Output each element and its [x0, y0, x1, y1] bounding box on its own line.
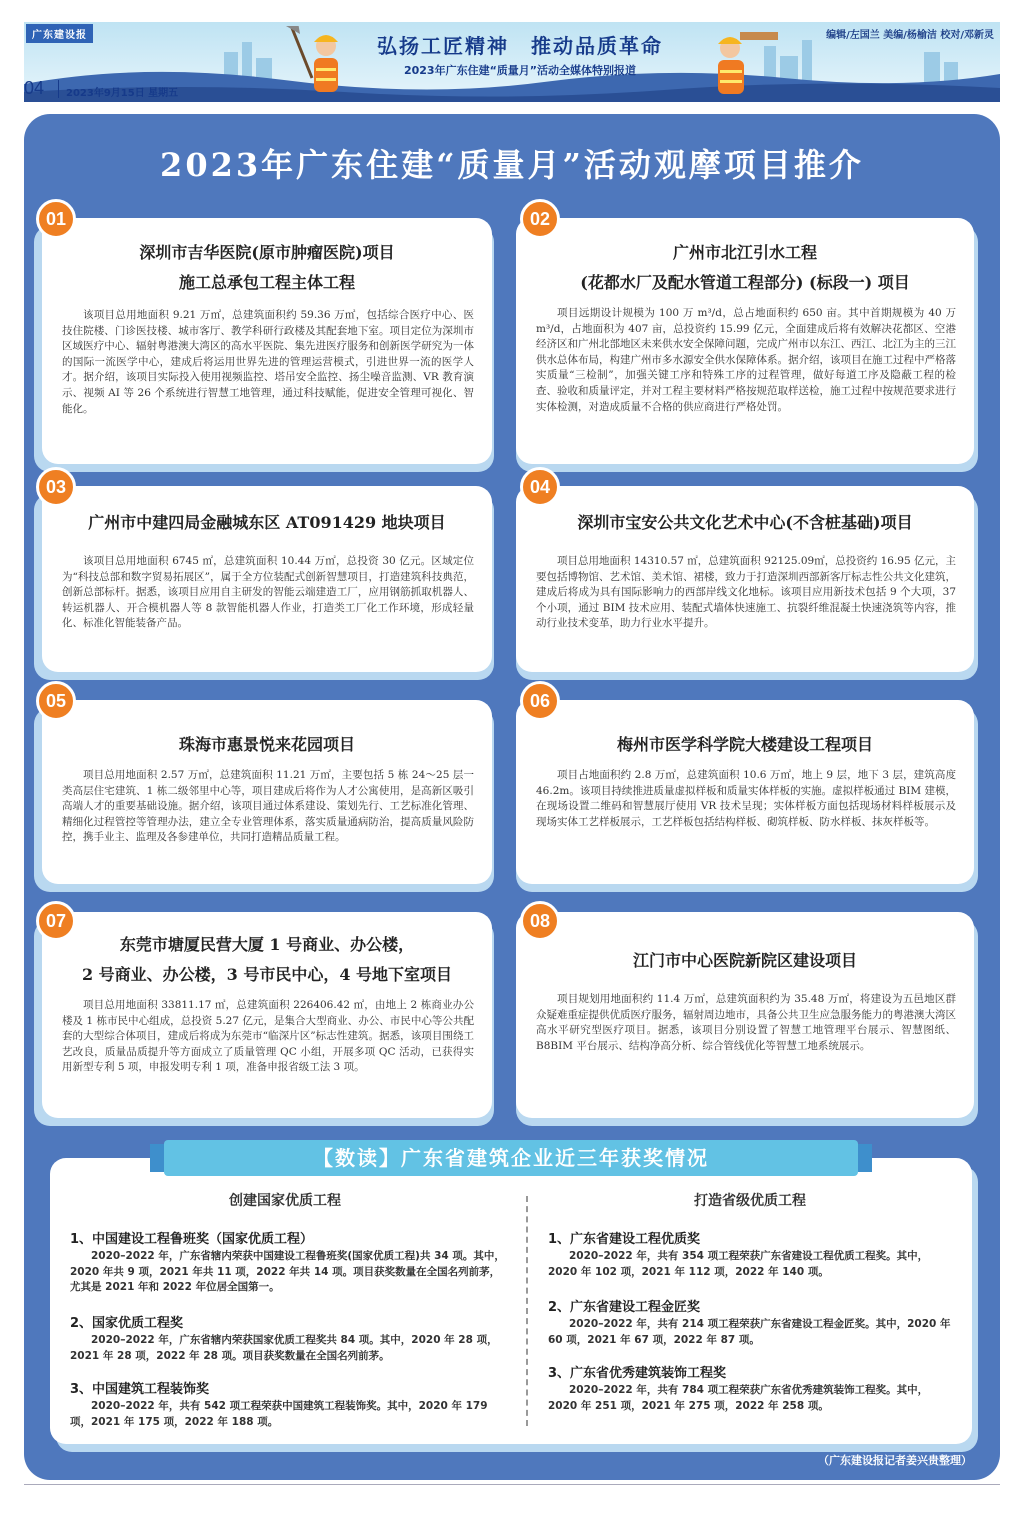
- project-card-08: [516, 912, 974, 1118]
- page-number-divider: [58, 80, 59, 98]
- project-body: 项目远期设计规模为 100 万 m³/d，总占地面积约 650 亩。其中首期规模为 40 万 m³/d，占地面积为 407 亩，总投资约 15.99 亿元，全面建成后将有效解决花都区、空港经济区和广州北部地区未来供水安全保障问题，完成广州市以东江、西江、北江为主的三江供水总体布局，构建广州市多水源安全供水保障体系。据介绍，该项目在施工过程中严格落实质量“三检制”，加强关键工序和特殊工序的过程管理，做好每道工序及隐蔽工程的检查、验收和质量评定，并对工程主要材料严格按规范取样送检，施工过程中按规范要求进行实体检测，对造成质量不合格的供应商进行严格处罚。: [536, 307, 956, 413]
- project-body: 项目占地面积约 2.8 万㎡，总建筑面积 10.6 万㎡，地上 9 层，地下 3 层，建筑高度 46.2m。该项目持续推进质量虚拟样板和质量实体样板的实施。虚拟样板通过 BIM 建模，在现场设置二维码和智慧展厅使用 VR 技术呈现；实体样板方面包括现场材料样板展示及现场实体工艺样板展示，工艺样板包括结构样板、砌筑样板、防水样板、抹灰样板等。: [536, 769, 956, 828]
- project-body: 项目总用地面积 14310.57 ㎡，总建筑面积 92125.09㎡，总投资约 16.95 亿元，主要包括博物馆、艺术馆、美术馆、裙楼，致力于打造深圳西部新客厅标志性公共文化建筑，建成后将成为具有国际影响力的西部岸线文化地标。该项目应用新技术包括 9 个大项，37 个小项，通过 BIM 技术应用、装配式墙体快速施工、抗裂纤维混凝土快速浇筑等内容，推动行业技术变革，助力行业水平提升。: [536, 555, 956, 630]
- project-body: 该项目总用地面积 9.21 万㎡，总建筑面积约 59.36 万㎡，包括综合医疗中心、医技住院楼、门诊医技楼、城市客厅、教学科研行政楼及其配套地下室。项目定位为深圳市区域医疗中心、辐射粤港澳大湾区的高水平医院、集先进医疗服务和创新医学研究为一体的国际一流医学中心，建成后将运用世界先进的管理运营模式，引进世界一流的医学人才。据介绍，该项目实际投入使用视频监控、塔吊安全监控、扬尘噪音监测、VR 教育演示、视频 AI 等 26 个系统进行智慧工地管理，通过科技赋能，促进安全管理可视化、智能化。: [62, 309, 474, 415]
- editor-credits: 编辑/左国兰 美编/杨榆洁 校对/邓新灵: [826, 30, 994, 41]
- page-title: 2023年广东住建“质量月”活动观摩项目推介: [160, 146, 864, 184]
- award-item: [548, 1296, 954, 1348]
- project-number-badge: 02: [520, 199, 560, 239]
- project-title: 梅州市医学科学院大楼建设工程项目: [616, 735, 873, 754]
- project-title: (花都水厂及配水管道工程部分) (标段一) 项目: [580, 273, 910, 292]
- project-title: 深圳市吉华医院(原市肿瘤医院)项目: [139, 243, 395, 262]
- banner-title: 弘扬工匠精神 推动品质革命: [377, 34, 663, 58]
- project-number-badge: 03: [36, 467, 76, 507]
- award-item: [70, 1312, 506, 1364]
- project-number-badge: 06: [520, 681, 560, 721]
- project-card-01: [42, 218, 492, 464]
- award-item: [548, 1362, 954, 1414]
- right-column-title: 打造省级优质工程: [694, 1193, 806, 1209]
- data-section-banner: 【数读】广东省建筑企业近三年获奖情况: [164, 1140, 858, 1176]
- project-body: 该项目总用地面积 6745 ㎡，总建筑面积 10.44 万㎡，总投资 30 亿元。区域定位为“科技总部和数字贸易拓展区”，属于全方位装配式创新智慧项目，打造建筑科技典范，创新总部标杆。据悉，该项目应用自主研发的智能云端建造工厂，应用钢筋抓取机器人、转运机器人、开合模机器人等 8 款智能机器人作业，打造类工厂化工作环境，形成轻量化、标准化智能装备产品。: [62, 555, 474, 630]
- project-card-06: [516, 700, 974, 884]
- project-title: 深圳市宝安公共文化艺术中心(不含桩基础)项目: [577, 513, 913, 532]
- project-card-04: [516, 486, 974, 672]
- award-item: [70, 1378, 506, 1430]
- award-heading: 1、广东省建设工程优质奖: [548, 1232, 701, 1247]
- project-title: 珠海市惠景悦来花园项目: [178, 735, 355, 754]
- worker-carrying-plank-icon: [700, 26, 780, 102]
- project-title: 广州市中建四局金融城东区 AT091429 地块项目: [88, 513, 446, 532]
- award-text: 2020–2022 年，广东省辖内荣获国家优质工程奖共 84 项。其中，2020 年 28 项，2021 年 28 项，2022 年 28 项。项目获奖数量在全国名列前茅。: [70, 1334, 498, 1362]
- project-card-03: [42, 486, 492, 672]
- award-item: [548, 1228, 954, 1280]
- award-text: 2020–2022 年，共有 214 项工程荣获广东省建设工程金匠奖。其中，2020 年 60 项，2021 年 67 项，2022 年 87 项。: [548, 1318, 951, 1346]
- paper-name-tag: 广东建设报: [26, 24, 93, 43]
- project-body: 项目总用地面积 33811.17 ㎡，总建筑面积 226406.42 ㎡，由地上 2 栋商业办公楼及 1 栋市民中心组成，总投资 5.27 亿元，是集合大型商业、办公、市民中心等公共配套的大型综合体项目，建成后将成为东莞市“临深片区”标志性建筑。据悉，该项目围绕工艺改良，质量品质提升等方面成立了质量管理 QC 小组，开展多项 QC 活动，已获得实用新型专利 5 项，申报发明专利 1 项，准备申报省级工法 3 项。: [62, 999, 474, 1074]
- award-heading: 2、国家优质工程奖: [70, 1316, 184, 1331]
- project-body: 项目总用地面积 2.57 万㎡，总建筑面积 11.21 万㎡，主要包括 5 栋 24～25 层一类高层住宅建筑、1 栋二级邻里中心等，项目建成后将作为人才公寓使用，是高新区吸引高端人才的重要基础设施。据介绍，该项目通过体系建设、策划先行、工艺标准化管理、精细化过程管控等管理办法，建立全专业管理体系，落实质量通病防治，提高质量风险防控，携手业主、监理及各参建单位，共同打造精品质量工程。: [62, 769, 474, 844]
- award-text: 2020–2022 年，广东省辖内荣获中国建设工程鲁班奖(国家优质工程)共 34 项。其中，2020 年共 9 项，2021 年共 11 项，2022 年共 14 项。项目获奖数量在全国名列前茅，尤其是 2021 年和 2022 年位居全国第一。: [70, 1250, 505, 1293]
- left-column-title: 创建国家优质工程: [229, 1193, 341, 1209]
- compiler-credit: （广东建设报记者姜兴贵整理）: [818, 1454, 972, 1467]
- banner-subtitle: 2023年广东住建“质量月”活动全媒体特别报道: [403, 64, 637, 77]
- award-heading: 3、中国建筑工程装饰奖: [70, 1382, 210, 1397]
- project-title: 2 号商业、办公楼，3 号市民中心，4 号地下室项目: [81, 965, 453, 984]
- project-number-badge: 04: [520, 467, 560, 507]
- issue-date: 2023年9月15日 星期五: [66, 88, 179, 99]
- column-divider: [526, 1196, 528, 1426]
- award-item: [70, 1228, 506, 1296]
- award-heading: 3、广东省优秀建筑装饰工程奖: [548, 1366, 727, 1381]
- project-card-02: [516, 218, 974, 464]
- award-text: 2020–2022 年，共有 542 项工程荣获中国建筑工程装饰奖。其中，2020 年 179 项，2021 年 175 项，2022 年 188 项。: [70, 1400, 488, 1428]
- project-body: 项目规划用地面积约 11.4 万㎡，总建筑面积约为 35.48 万㎡，将建设为五邑地区群众疑难重症提供优质医疗服务，辐射周边地市，具备公共卫生应急服务能力的粤港澳大湾区高水平研究型医疗项目。据悉，该项目分别设置了智慧工地管理平台展示、智慧图纸、B8BIM 平台展示、结构净高分析、综合管线优化等智慧工地系统展示。: [536, 993, 956, 1052]
- project-title: 施工总承包工程主体工程: [178, 273, 355, 292]
- award-text: 2020–2022 年，共有 784 项工程荣获广东省优秀建筑装饰工程奖。其中，2020 年 251 项，2021 年 275 项，2022 年 258 项。: [548, 1384, 929, 1412]
- award-heading: 2、广东省建设工程金匠奖: [548, 1300, 701, 1315]
- award-heading: 1、中国建设工程鲁班奖（国家优质工程）: [70, 1232, 314, 1247]
- project-card-07: [42, 912, 492, 1118]
- project-title: 江门市中心医院新院区建设项目: [632, 951, 857, 970]
- project-card-05: [42, 700, 492, 884]
- award-text: 2020–2022 年，共有 354 项工程荣获广东省建设工程优质工程奖。其中，2020 年 102 项，2021 年 112 项，2022 年 140 项。: [548, 1250, 929, 1278]
- project-title: 东莞市塘厦民营大厦 1 号商业、办公楼，: [119, 935, 415, 954]
- project-number-badge: 07: [36, 901, 76, 941]
- project-number-badge: 08: [520, 901, 560, 941]
- project-number-badge: 05: [36, 681, 76, 721]
- project-title: 广州市北江引水工程: [672, 243, 817, 262]
- footer-rule: [24, 1484, 1000, 1485]
- project-number-badge: 01: [36, 199, 76, 239]
- page-number: 04: [24, 78, 45, 98]
